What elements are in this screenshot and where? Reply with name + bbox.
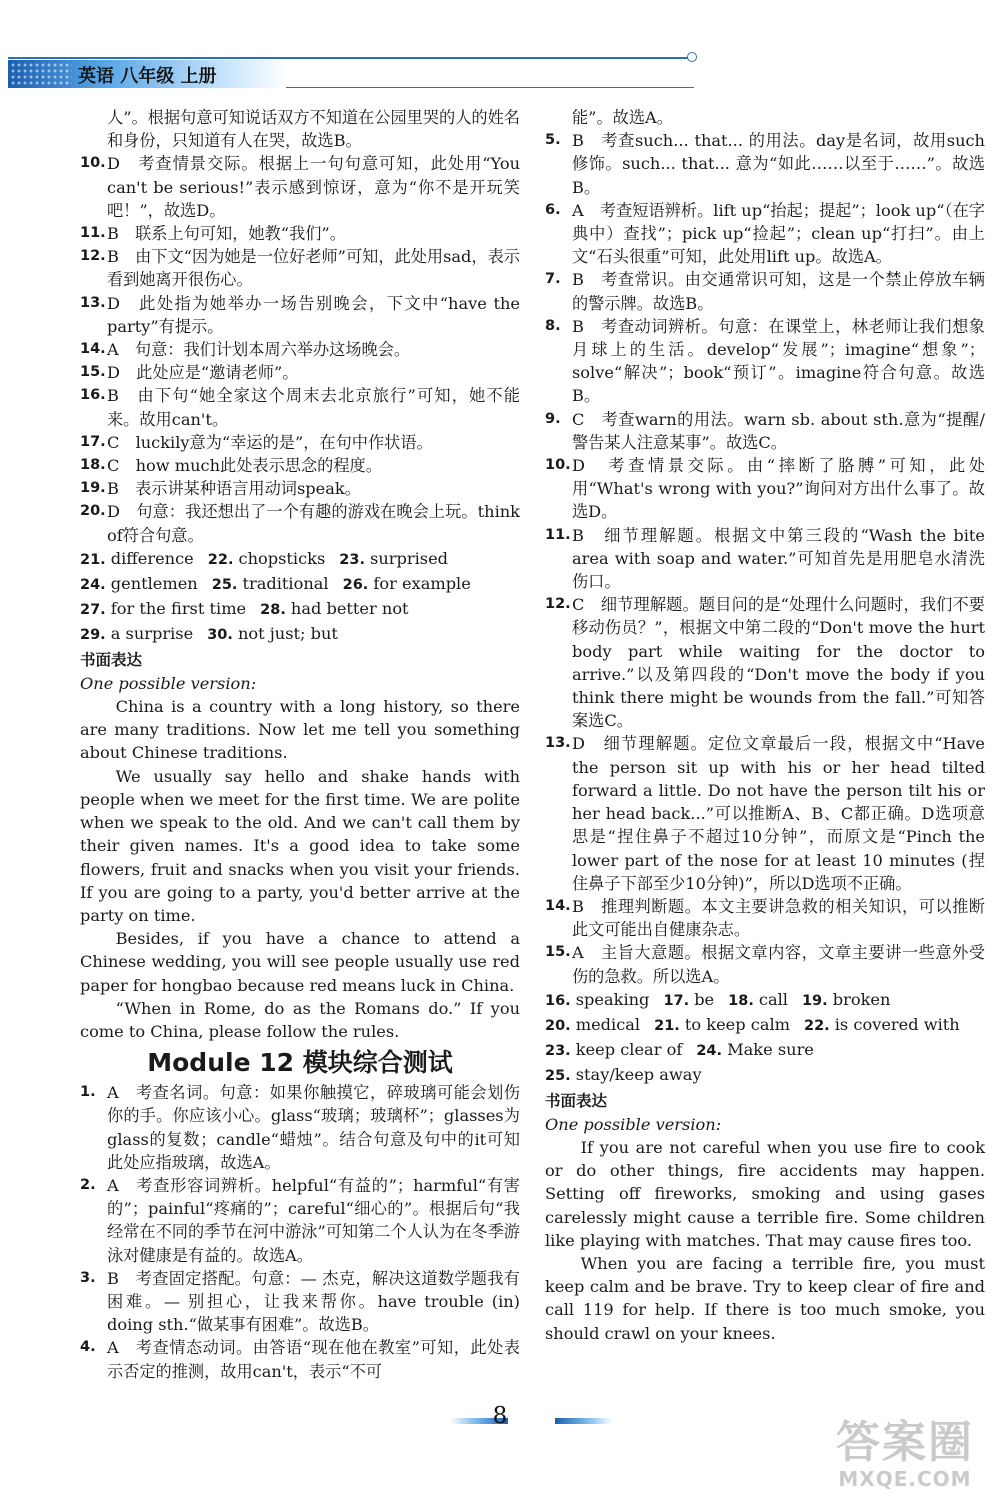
answer-text: D 考查情景交际。根据上一句句意可知，此处用“You can't be serious!”表示感到惊讶，意为“你不是开玩笑吧！”，故选D。 <box>107 154 520 220</box>
answer-text: B 考查常识。由交通常识可知，这是一个禁止停放车辆的警示牌。故选B。 <box>572 270 985 313</box>
question-number: 3. <box>80 1269 96 1286</box>
answer-item <box>80 292 520 338</box>
question-number: 20. <box>545 1017 576 1034</box>
answer-text: A 主旨大意题。根据文章内容，文章主要讲一些意外受伤的急救。所以选A。 <box>572 943 985 986</box>
question-number: 24. <box>696 1043 728 1060</box>
fill-answer: a surprise <box>110 624 194 644</box>
fill-answer: is covered with <box>834 1014 960 1034</box>
right-column <box>545 106 985 1345</box>
question-number: 27. <box>80 602 111 619</box>
answer-text: B 细节理解题。根据文中第三段的“Wash the bite area with soap and water.”可知首先是用肥皂水清洗伤口。 <box>572 525 985 592</box>
answer-item <box>80 1336 520 1382</box>
fill-answer: broken <box>832 989 891 1009</box>
answer-item <box>80 454 520 477</box>
answer-text: A 考查短语辨析。lift up“抬起；提起”；look up“（在字典中）查找”；pick up“捡起”；clean up“打扫”。由上文“石头很重”可知，此处用lift up。故选A。 <box>572 200 985 267</box>
question-number: 16. <box>545 992 576 1009</box>
continued-answer: 人”。根据句意可知说话双方不知道在公园里哭的人的姓名和身份，只知道有人在哭，故选B。 <box>107 108 520 151</box>
question-number: 13. <box>545 735 571 752</box>
question-number: 5. <box>545 132 561 149</box>
answer-item <box>80 245 520 291</box>
question-number: 26. <box>342 577 374 594</box>
answer-list <box>80 152 520 546</box>
answer-item <box>545 454 985 524</box>
fill-answer: speaking <box>575 989 650 1009</box>
question-number: 13. <box>80 294 106 311</box>
answer-item <box>80 338 520 361</box>
answer-text: D 此处指为她举办一场告别晚会，下文中“have the party”有提示。 <box>107 293 520 336</box>
fill-answer: difference <box>110 548 194 568</box>
question-number: 4. <box>80 1339 96 1356</box>
answer-text: C 细节理解题。题目问的是“处理什么问题时，我们不要移动伤员？”，根据文中第二段的“Don't move the hurt body part while waiting for the doctor to arrive.”以及第四段的“Don't move the body if you think there might be wounds from the fall.”可知答案选C。 <box>572 595 985 731</box>
fill-in-row <box>545 1038 985 1063</box>
answer-item <box>80 1267 520 1337</box>
question-number: 10. <box>80 155 106 172</box>
question-number: 14. <box>545 897 571 914</box>
answer-item <box>80 152 520 222</box>
module-title: Module 12 模块综合测试 <box>147 1048 453 1078</box>
fill-in-row <box>80 597 520 622</box>
essay-paragraph: If you are not careful when you use fire to cook or do other things, fire accidents may happen. Setting off fireworks, smoking and using gases carelessly might cause a terrible fire. Some children like playing with matches. That may cause fires too. <box>545 1137 985 1250</box>
question-number: 6. <box>545 201 561 218</box>
question-number: 7. <box>545 271 561 288</box>
question-number: 11. <box>545 526 571 543</box>
question-number: 20. <box>80 503 106 520</box>
version-label: One possible version: <box>545 1114 722 1134</box>
fill-in-row <box>545 988 985 1013</box>
version-label: One possible version: <box>80 673 257 693</box>
question-number: 17. <box>663 992 695 1009</box>
section-heading: 书面表达 <box>80 650 143 669</box>
answer-text: A 考查形容词辨析。helpful“有益的”；harmful“有害的”；painful“疼痛的”；careful“细心的”。根据后句“我经常在不同的季节在河中游泳”可知第二个人认为在冬季游泳对健康是有益的。故选A。 <box>107 1175 520 1265</box>
question-number: 23. <box>339 551 371 568</box>
essay-paragraph: “When in Rome, do as the Romans do.” If you come to China, please follow the rules. <box>80 998 520 1041</box>
left-column <box>80 106 520 1383</box>
book-title: 英语 八年级 上册 <box>78 66 217 87</box>
question-number: 30. <box>207 627 238 644</box>
question-number: 22. <box>207 551 239 568</box>
fill-answer: to keep calm <box>684 1014 790 1034</box>
question-number: 12. <box>545 596 571 613</box>
answer-item <box>545 315 985 408</box>
answer-item <box>545 199 985 269</box>
fill-in-row <box>80 622 520 647</box>
module-answer-list <box>80 1081 520 1383</box>
answer-item <box>545 895 985 941</box>
fill-answer: medical <box>575 1014 641 1034</box>
answer-text: B 由下文“因为她是一位好老师”可知，此处用sad，表示看到她离开很伤心。 <box>107 247 520 290</box>
question-number: 14. <box>80 341 106 358</box>
header-rule-end-circle <box>687 52 697 62</box>
answer-text: B 考查固定搭配。句意：— 杰克，解决这道数学题我有困难。— 别担心，让我来帮你。have trouble (in) doing sth.“做某事有困难”。故选B。 <box>107 1268 520 1335</box>
answer-text: D 句意：我还想出了一个有趣的游戏在晚会上玩。think of符合句意。 <box>107 502 520 545</box>
continued-answer: 能”。故选A。 <box>572 108 673 127</box>
answer-item <box>545 593 985 732</box>
fill-in-row <box>80 572 520 597</box>
essay-paragraph: China is a country with a long history, so there are many traditions. Now let me tell you something about Chinese traditions. <box>80 697 520 763</box>
header-rule <box>8 57 694 59</box>
section-heading: 书面表达 <box>545 1091 608 1110</box>
watermark-url: MXQE.COM <box>838 1467 972 1491</box>
essay-paragraph: Besides, if you have a chance to attend a Chinese wedding, you will see people usually use red paper for hongbao because red means luck in China. <box>80 929 520 995</box>
fill-answer: stay/keep away <box>575 1065 702 1085</box>
fill-answer: gentlemen <box>110 574 198 594</box>
answer-item <box>80 1174 520 1267</box>
fill-in-row <box>545 1013 985 1038</box>
answer-item <box>80 222 520 245</box>
question-number: 1. <box>80 1084 96 1101</box>
fill-answer: keep clear of <box>575 1040 683 1060</box>
watermark-text: 答案圈 <box>836 1417 974 1468</box>
question-number: 9. <box>545 410 561 427</box>
answer-text: B 联系上句可知，她教“我们”。 <box>107 224 346 244</box>
answer-text: B 表示讲某种语言用动词speak。 <box>107 479 361 499</box>
question-number: 23. <box>545 1043 576 1060</box>
fill-answer: for the first time <box>110 599 247 619</box>
question-number: 25. <box>545 1068 576 1085</box>
essay <box>545 1136 985 1345</box>
question-number: 10. <box>545 457 571 474</box>
question-number: 22. <box>804 1017 835 1034</box>
answer-text: B 推理判断题。本文主要讲急救的相关知识，可以推断此文可能出自健康杂志。 <box>572 896 985 940</box>
answer-item <box>80 384 520 430</box>
question-number: 15. <box>545 944 571 961</box>
answer-item <box>80 361 520 384</box>
fill-in-row <box>545 1063 985 1088</box>
question-number: 2. <box>80 1176 96 1193</box>
answer-item <box>545 268 985 314</box>
answer-text: B 考查动词辨析。句意：在课堂上，林老师让我们想象月球上的生活。develop“发展”；imagine“想象”；solve“解决”；book“预订”。imagine符合句意。故选B。 <box>572 316 985 406</box>
fill-answer: be <box>694 989 715 1009</box>
answer-text: B 由下句“她全家这个周末去北京旅行”可知，她不能来。故用can't。 <box>107 386 520 429</box>
question-number: 8. <box>545 317 561 334</box>
page-header <box>0 0 1000 100</box>
header-underline <box>286 87 694 88</box>
fill-in-answers <box>545 988 985 1089</box>
question-number: 17. <box>80 433 106 450</box>
answer-text: C how much此处表示思念的程度。 <box>107 456 382 476</box>
essay <box>80 695 520 1043</box>
question-number: 19. <box>801 992 833 1009</box>
fill-answer: Make sure <box>727 1040 814 1060</box>
answer-item <box>80 431 520 454</box>
essay-paragraph: We usually say hello and shake hands with people when we meet for the first time. We are polite when we speak to the old. And we can't call them by their given names. It's a good idea to take some flowers, fruit and snacks when you visit your friends. If you are going to a party, you'd better arrive at the party on time. <box>80 766 520 925</box>
fill-answer: traditional <box>242 574 329 594</box>
fill-answer: for example <box>373 574 471 594</box>
answer-text: A 考查情态动词。由答语“现在他在教室”可知，此处表示否定的推测，故用can't，表示“不可 <box>107 1338 520 1381</box>
answer-text: C 考查warn的用法。warn sb. about sth.意为“提醒/警告某人注意某事”。故选C。 <box>572 409 985 452</box>
answer-item <box>80 477 520 500</box>
question-number: 18. <box>728 992 759 1009</box>
answer-item <box>545 941 985 987</box>
question-number: 15. <box>80 364 106 381</box>
essay-paragraph: When you are facing a terrible fire, you must keep calm and be brave. Try to keep clear of fire and call 119 for help. If there is too much smoke, you should crawl on your knees. <box>545 1253 985 1343</box>
question-number: 12. <box>80 248 106 265</box>
fill-answer: chopsticks <box>238 548 326 568</box>
answer-list <box>545 129 985 988</box>
answer-item <box>545 129 985 199</box>
fill-answer: call <box>758 989 788 1009</box>
question-number: 25. <box>211 577 243 594</box>
fill-answer: had better not <box>290 599 409 619</box>
question-number: 28. <box>260 602 291 619</box>
question-number: 18. <box>80 457 106 474</box>
answer-text: A 句意：我们计划本周六举办这场晚会。 <box>107 340 411 360</box>
question-number: 19. <box>80 480 106 497</box>
fill-answer: not just; but <box>237 624 338 644</box>
answer-item <box>80 1081 520 1174</box>
question-number: 21. <box>80 551 111 568</box>
question-number: 11. <box>80 225 106 242</box>
fill-in-answers <box>80 547 520 648</box>
answer-text: A 考查名词。句意：如果你触摸它，碎玻璃可能会划伤你的手。你应该小心。glass“玻璃；玻璃杯”；glasses为glass的复数；candle“蜡烛”。结合句意及句中的it可知此处应指玻璃，故选A。 <box>107 1083 520 1172</box>
watermark-logo <box>820 1418 990 1494</box>
question-number: 29. <box>80 627 111 644</box>
question-number: 24. <box>80 577 111 594</box>
answer-item <box>545 524 985 594</box>
answer-item <box>545 408 985 454</box>
answer-text: B 考查such... that... 的用法。day是名词，故用such修饰。such... that... 意为“如此……以至于……”。故选B。 <box>572 131 985 197</box>
question-number: 21. <box>654 1017 685 1034</box>
fill-answer: surprised <box>370 548 449 568</box>
fill-in-row <box>80 547 520 572</box>
answer-text: D 此处应是“邀请老师”。 <box>107 363 299 383</box>
question-number: 16. <box>80 387 106 404</box>
header-dot-pattern <box>10 62 72 86</box>
answer-text: C luckily意为“幸运的是”，在句中作状语。 <box>107 432 433 452</box>
page-number: 8 <box>492 1403 508 1429</box>
answer-text: D 考查情景交际。由“摔断了胳膊”可知，此处用“What's wrong with you?”询问对方出什么事了。故选D。 <box>572 456 985 522</box>
answer-item <box>545 732 985 894</box>
answer-text: D 细节理解题。定位文章最后一段，根据文中“Have the person sit up with his or her head tilted forward a little. Do not have the person tilt his or her head back...”可以推断A、B、C都正确。D选项意思是“捏住鼻子不超过10分钟”，而原文是“Pinch the lower part of the nose for at least 10 minutes (捏住鼻子下部至少10分钟)”，所以D选项不正确。 <box>572 734 985 893</box>
answer-item <box>80 500 520 546</box>
